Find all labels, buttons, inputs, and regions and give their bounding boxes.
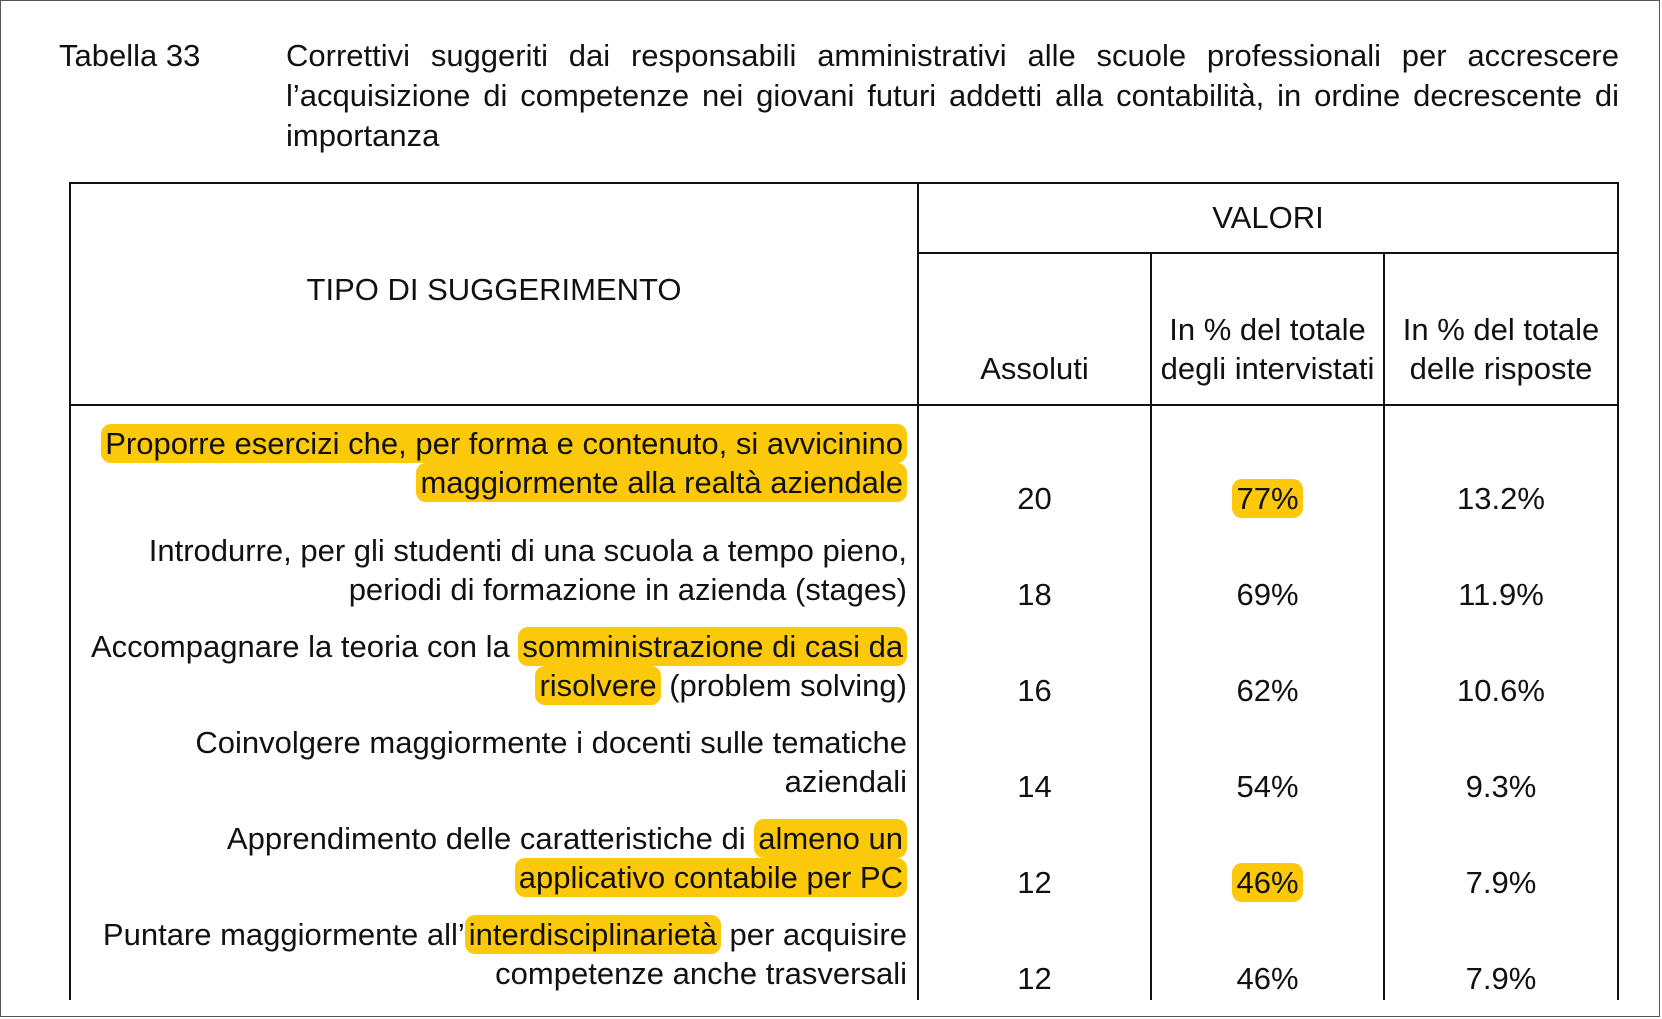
header-assoluti: Assoluti: [918, 253, 1151, 405]
suggestion-cell: Coinvolgere maggiormente i docenti sulle tematiche aziendali: [71, 713, 918, 809]
pct-risposte-cell: 9.3%: [1465, 769, 1537, 804]
header-pct-risposte: In % del totale delle risposte: [1384, 253, 1617, 405]
header-tipo-di-suggerimento: TIPO DI SUGGERIMENTO: [71, 184, 918, 405]
highlighted-text: interdisciplinarietà: [465, 915, 721, 954]
pct-risposte-cell: 7.9%: [1465, 865, 1537, 900]
pct-risposte-cell: 13.2%: [1457, 481, 1545, 516]
pct-intervistati-cell: [1151, 405, 1384, 521]
suggestion-cell: [71, 405, 918, 521]
assoluti-cell: 14: [918, 713, 1151, 809]
table-row: [71, 713, 1617, 809]
pct-intervistati-cell: 54%: [1151, 713, 1384, 809]
suggestion-cell: [71, 617, 918, 713]
suggestion-text: (problem solving): [660, 668, 907, 703]
header-pct-intervistati: In % del totale degli intervistati: [1151, 253, 1384, 405]
suggestion-text: Apprendimento delle caratteristiche di: [226, 821, 755, 856]
assoluti-cell: 12: [918, 809, 1151, 905]
suggestion-cell: Introdurre, per gli studenti di una scuola a tempo pieno, periodi di formazione in azienda (stages): [71, 521, 918, 617]
table-caption: Correttivi suggeriti dai responsabili amministrativi alle scuole professionali per accrescere l’acquisizione di competenze nei giovani futuri addetti alla contabilità, in ordine decrescente di importanza: [286, 38, 1619, 153]
table-row: [71, 521, 1617, 617]
pct-risposte-cell: 11.9%: [1458, 577, 1544, 612]
assoluti-cell: 16: [918, 617, 1151, 713]
highlighted-text: somministrazione di casi da risolvere: [518, 627, 907, 705]
data-table: [71, 184, 1617, 1000]
suggestion-text: Puntare maggiormente all’: [102, 917, 465, 952]
table-row: [71, 809, 1617, 905]
highlighted-text: Proporre esercizi che, per forma e contenuto, si avvicinino maggiormente alla realtà aziendale: [101, 424, 907, 502]
pct-intervistati-cell: 69%: [1151, 521, 1384, 617]
pct-intervistati-cell: [1151, 809, 1384, 905]
suggestion-text: per acquisire competenze anche trasversali: [495, 917, 907, 991]
suggestion-cell: [71, 905, 918, 1000]
table-row: [71, 905, 1617, 1000]
highlighted-value: 46%: [1232, 863, 1302, 902]
suggestion-text: Accompagnare la teoria con la: [91, 629, 519, 664]
table-number: Tabella 33: [59, 38, 201, 73]
assoluti-cell: 12: [918, 905, 1151, 1000]
pct-intervistati-cell: 62%: [1151, 617, 1384, 713]
highlighted-text: almeno un applicativo contabile per PC: [515, 819, 907, 897]
table-row: [71, 405, 1617, 521]
header-valori: VALORI: [918, 184, 1617, 253]
pct-intervistati-cell: 46%: [1151, 905, 1384, 1000]
assoluti-cell: 18: [918, 521, 1151, 617]
pct-risposte-cell: 7.9%: [1465, 961, 1537, 996]
suggestion-cell: [71, 809, 918, 905]
suggestions-table: [69, 182, 1619, 1000]
assoluti-cell: 20: [918, 405, 1151, 521]
table-row: [71, 617, 1617, 713]
pct-risposte-cell: 10.6%: [1457, 673, 1545, 708]
highlighted-value: 77%: [1232, 479, 1302, 518]
